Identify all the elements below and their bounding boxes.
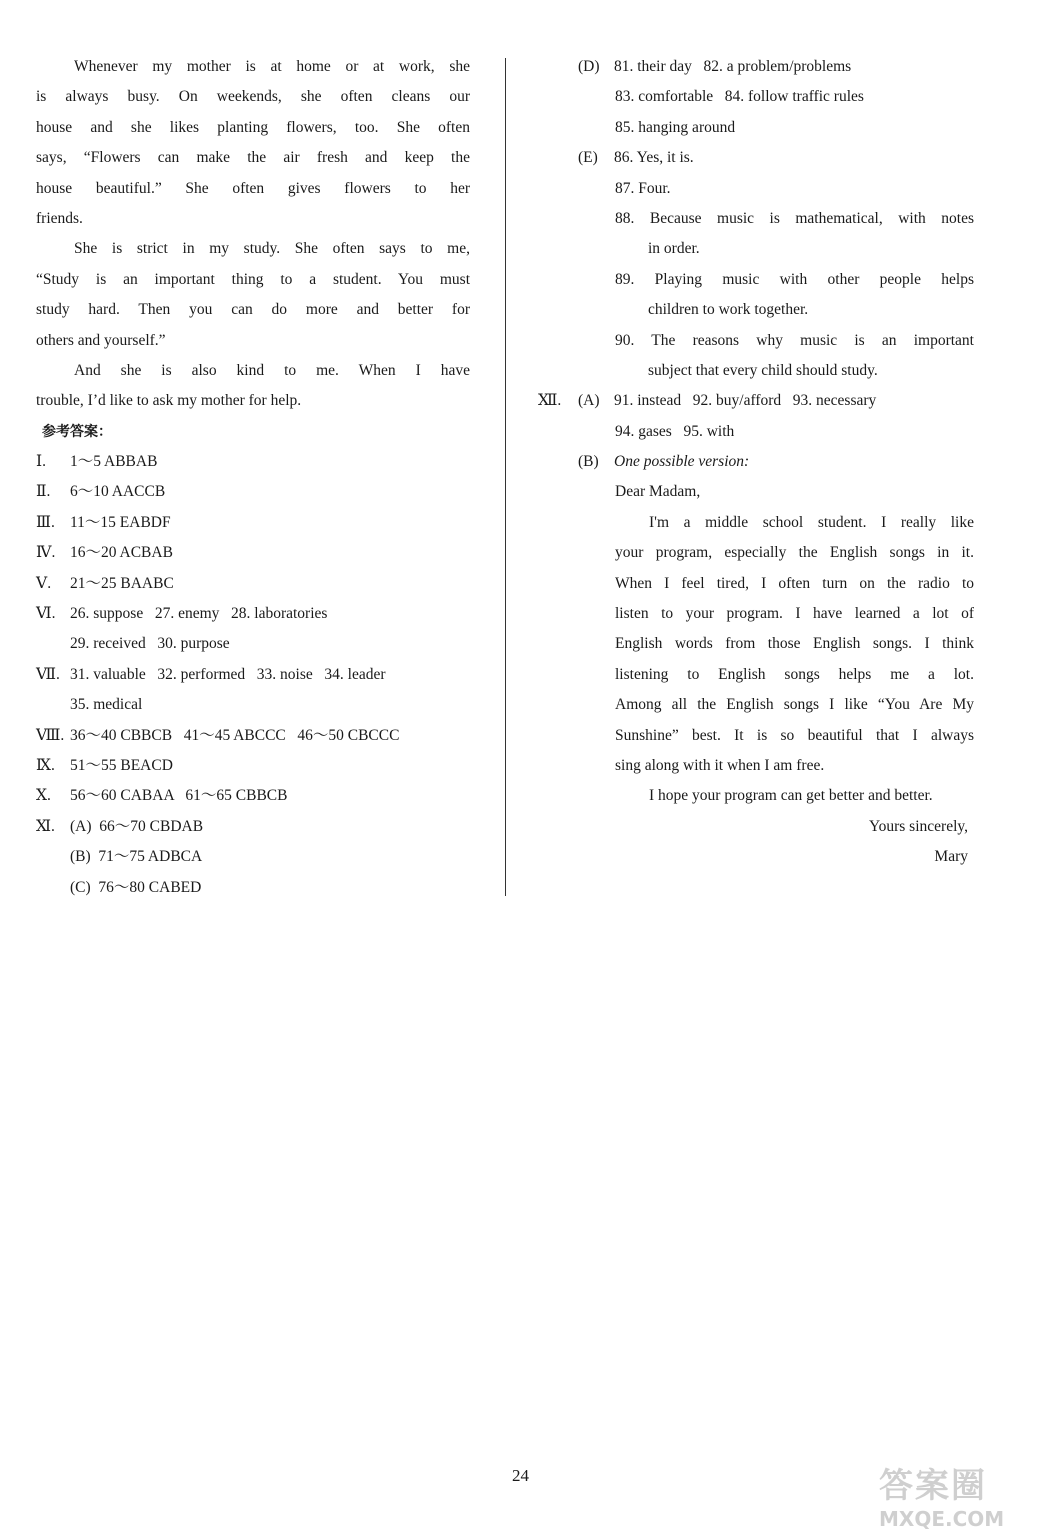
para1-line: friends. [36, 209, 83, 227]
answer-row [36, 508, 470, 538]
answer-text: (C) 76～80 CABED [70, 878, 202, 896]
answer-text: 56～60 CABAA 61～65 CBBCB [70, 787, 288, 805]
answer-text: 1～5 ABBAB [70, 453, 158, 471]
answer-row [36, 812, 470, 842]
letter-name: Mary [934, 848, 968, 866]
para3-line: And she is also kind to me. When I have [74, 361, 470, 379]
answer-section-number: Ⅷ. [36, 726, 65, 744]
letter-line: listen to your program. I have learned a lot of [615, 605, 974, 623]
column-divider [505, 58, 506, 896]
answer-line: 94. gases 95. with [615, 422, 735, 440]
para1-line: is always busy. On weekends, she often cleans our [36, 88, 470, 106]
answer-row [36, 690, 470, 720]
para1-line: house beautiful.” She often gives flowers to her [36, 179, 470, 197]
left-column [36, 52, 470, 903]
letter-line: Sunshine” best. It is so beautiful that I always [615, 726, 974, 744]
answer-section-number: Ⅹ. [36, 787, 51, 805]
answer-line: 81. their day 82. a problem/problems [614, 58, 852, 75]
answer-section-number: Ⅲ. [36, 513, 55, 531]
para1-line: house and she likes planting flowers, too. She often [36, 118, 470, 136]
answer-line: 91. instead 92. buy/afford 93. necessary [614, 392, 877, 410]
letter-closing-line: I hope your program can get better and better. [649, 787, 933, 805]
letter-line: listening to English songs helps me a lot. [615, 665, 974, 683]
section-xii-b-label: (B) [578, 453, 599, 471]
answer-row [36, 751, 470, 781]
para2-line: She is strict in my study. She often says to me, [74, 240, 470, 258]
page-number: 24 [512, 1466, 529, 1485]
para1-line: says, “Flowers can make the air fresh and keep the [36, 149, 470, 167]
letter-line: your program, especially the English songs in it. [615, 544, 974, 562]
watermark-bottom-text: MXQE.COM [879, 1507, 1005, 1531]
answer-text: 21～25 BAABC [70, 574, 174, 592]
answer-section-number: Ⅳ. [36, 544, 56, 562]
right-column [538, 52, 974, 873]
watermark-top-text: 答案圈 [879, 1466, 987, 1506]
answer-text: 35. medical [70, 696, 143, 714]
answer-section-number: Ⅰ. [36, 453, 46, 471]
letter-signoff: Yours sincerely, [868, 817, 968, 835]
answer-line: 85. hanging around [615, 118, 736, 136]
answer-text: 36～40 CBBCB 41～45 ABCCC 46～50 CBCCC [70, 726, 400, 744]
para3-line: trouble, I’d like to ask my mother for help. [36, 392, 302, 410]
answer-line: 88. Because music is mathematical, with notes [615, 209, 974, 227]
answer-text: 11～15 EABDF [70, 513, 171, 531]
answer-row [36, 721, 470, 751]
section-xii-number: Ⅻ. [538, 392, 562, 410]
answer-line: subject that every child should study. [648, 361, 878, 379]
answer-row [36, 477, 470, 507]
version-intro: One possible version: [614, 453, 750, 471]
para2-line: “Study is an important thing to a student. You must [36, 270, 470, 288]
letter-salutation: Dear Madam, [615, 483, 701, 501]
answer-row [36, 873, 470, 903]
answer-line: children to work together. [648, 301, 809, 319]
answer-line: 89. Playing music with other people helps [615, 270, 974, 288]
letter-body [578, 508, 974, 873]
answer-section-number: Ⅴ. [36, 574, 52, 592]
answer-row [36, 538, 470, 568]
answer-text: 51～55 BEACD [70, 756, 173, 774]
answer-text: 16～20 ACBAB [70, 544, 173, 562]
answers-list [36, 447, 470, 903]
answer-section-number: Ⅺ. [36, 817, 55, 835]
answer-line: 86. Yes, it is. [614, 149, 694, 167]
answer-text: 6～10 AACCB [70, 483, 166, 501]
watermark-logo [879, 1458, 1029, 1530]
answer-section-number: Ⅶ. [36, 665, 60, 683]
answer-line: 83. comfortable 84. follow traffic rules [615, 88, 864, 106]
answer-section-number: Ⅸ. [36, 756, 55, 774]
answer-row [36, 842, 470, 872]
section-e-label: (E) [578, 149, 598, 167]
para2-line: others and yourself.” [36, 331, 166, 349]
letter-line: sing along with it when I am free. [615, 756, 825, 774]
letter-line: When I feel tired, I often turn on the radio to [615, 574, 974, 592]
answer-row [36, 599, 470, 629]
answer-text: 31. valuable 32. performed 33. noise 34. leader [70, 665, 386, 683]
section-xii-a-label: (A) [578, 392, 600, 410]
section-d-label: (D) [578, 58, 600, 75]
answer-row [36, 569, 470, 599]
answer-section-number: Ⅱ. [36, 483, 51, 501]
answer-section-number: Ⅵ. [36, 605, 56, 623]
answer-line: 90. The reasons why music is an important [615, 331, 974, 349]
para2-line: study hard. Then you can do more and better for [36, 301, 470, 319]
answers-heading: 参考答案： [42, 423, 112, 440]
answer-text: (A) 66～70 CBDAB [70, 817, 204, 835]
answer-text: 26. suppose 27. enemy 28. laboratories [70, 605, 328, 623]
answer-row [36, 781, 470, 811]
answer-text: 29. received 30. purpose [70, 635, 230, 653]
answer-line: 87. Four. [615, 179, 671, 197]
answer-text: (B) 71～75 ADBCA [70, 848, 203, 866]
answer-row [36, 660, 470, 690]
letter-line: Among all the English songs I like “You Are My [615, 696, 974, 714]
para1-line: Whenever my mother is at home or at work, she [74, 58, 470, 75]
letter-line: I'm a middle school student. I really like [649, 513, 974, 531]
answer-line: in order. [648, 240, 700, 258]
answer-row [36, 447, 470, 477]
answer-row [36, 629, 470, 659]
letter-line: English words from those English songs. I think [615, 635, 974, 653]
